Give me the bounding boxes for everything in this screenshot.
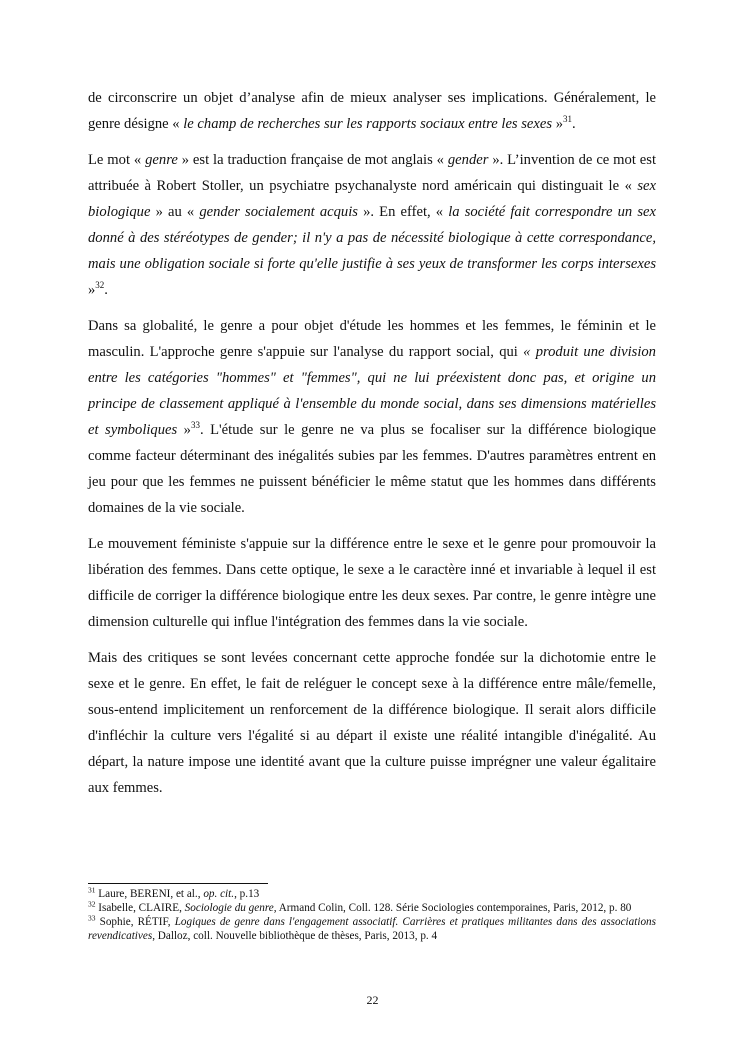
italic-text: gender xyxy=(447,152,489,168)
text-run: Laure, BERENI, et al., xyxy=(95,888,204,900)
text-run: Armand Colin, Coll. 128. Série Sociologies contemporaines, Paris, 2012, p. 80 xyxy=(276,902,632,914)
paragraph-gender-origin xyxy=(88,147,656,303)
text-run: Le mouvement féministe s'appuie sur la différence entre le sexe et le genre pour promouvoir la libération des femmes. Dans cette optique, le sexe a le caractère inné et invariable à lequel il est difficile de corriger la différence biologique entre les deux sexes. Par contre, le genre intègre une dimension culturelle qui influe l'intégration des femmes dans la vie sociale. xyxy=(88,536,656,630)
text-run: » xyxy=(88,282,96,298)
text-run: Sophie, RÉTIF, xyxy=(95,916,175,928)
page-number: 22 xyxy=(366,993,379,1007)
italic-text: « produit une division entre les catégories "hommes" et "femmes", qui ne lui préexistent donc pas, et origine un principe de classement appliqué à l'ensemble du monde social, dans ses dimensions matérielles et symboliques xyxy=(88,344,656,438)
text-run: » au « xyxy=(150,204,200,220)
footnote-ref: 31 xyxy=(563,114,572,125)
italic-text: gender socialement acquis xyxy=(199,204,358,220)
text-run: . xyxy=(572,116,576,132)
text-run: , p.13 xyxy=(234,888,260,900)
italic-text: Sociologie du genre, xyxy=(184,902,277,914)
text-run: ». L’invention de ce mot est attribuée à Robert Stoller, un psychiatre psychanalyste nord américain qui distinguait le « xyxy=(88,152,656,194)
text-run: Isabelle, CLAIRE, xyxy=(95,902,185,914)
italic-text: le champ de recherches sur les rapports sociaux entre les sexes xyxy=(183,116,553,132)
footnote-separator xyxy=(88,883,268,884)
text-run: » xyxy=(177,422,191,438)
text-run: » xyxy=(552,116,563,132)
paragraph-gender-approach xyxy=(88,313,656,521)
footnote-31 xyxy=(88,887,656,901)
footnote-ref: 31 xyxy=(88,885,96,895)
italic-text: genre xyxy=(145,152,178,168)
footnotes xyxy=(88,887,656,943)
text-run: » est la traduction française de mot anglais « xyxy=(177,152,448,168)
italic-text: sex biologique xyxy=(88,178,656,220)
footnote-ref: 33 xyxy=(88,913,96,923)
text-run: Le mot « xyxy=(88,152,146,168)
text-run: . xyxy=(104,282,108,298)
footnote-33 xyxy=(88,915,656,943)
italic-text: op. cit. xyxy=(203,888,235,900)
footnote-ref: 32 xyxy=(95,280,105,291)
paragraph-feminist-movement xyxy=(88,531,656,635)
text-run: . L'étude sur le genre ne va plus se focaliser sur la différence biologique comme facteur déterminant des inégalités subies par les femmes. D'autres paramètres entrent en jeu pour que les femmes ne puissent bénéficier le même statut que les hommes dans différents domaines de la vie sociale. xyxy=(88,422,656,516)
page-body xyxy=(88,85,656,811)
text-run: Dans sa globalité, le genre a pour objet d'étude les hommes et les femmes, le féminin et le masculin. L'approche genre s'appuie sur l'analyse du rapport social, qui xyxy=(88,318,656,360)
footnote-ref: 33 xyxy=(190,420,200,431)
text-run: , Dalloz, coll. Nouvelle bibliothèque de thèses, Paris, 2013, p. 4 xyxy=(152,930,438,942)
paragraph-genre-definition xyxy=(88,85,656,137)
footnote-ref: 32 xyxy=(88,899,96,909)
italic-text: la société fait correspondre un sex donné à des stéréotypes de gender; il n'y a pas de nécessité biologique à cette correspondance, mais une obligation sociale si forte qu'elle justifie à ses yeux de transformer les corps intersexes xyxy=(88,204,657,272)
text-run: ». En effet, « xyxy=(357,204,449,220)
paragraph-critiques xyxy=(88,645,656,801)
footnote-32 xyxy=(88,901,656,915)
italic-text: Logiques de genre dans l'engagement associatif. Carrières et pratiques militantes dans des associations revendicatives xyxy=(88,916,656,942)
text-run: Mais des critiques se sont levées concernant cette approche fondée sur la dichotomie entre le sexe et le genre. En effet, le fait de reléguer le concept sexe à la différence entre mâle/femelle, sous-entend implicitement un renforcement de la différence biologique. Il serait alors difficile d'infléchir la culture vers l'égalité si au départ il existe une réalité intangible d'inégalité. Au départ, la nature impose une identité avant que la culture puisse imprégner une valeur égalitaire aux femmes. xyxy=(88,650,656,796)
text-run: de circonscrire un objet d’analyse afin de mieux analyser ses implications. Généralement, le genre désigne « xyxy=(88,90,656,132)
